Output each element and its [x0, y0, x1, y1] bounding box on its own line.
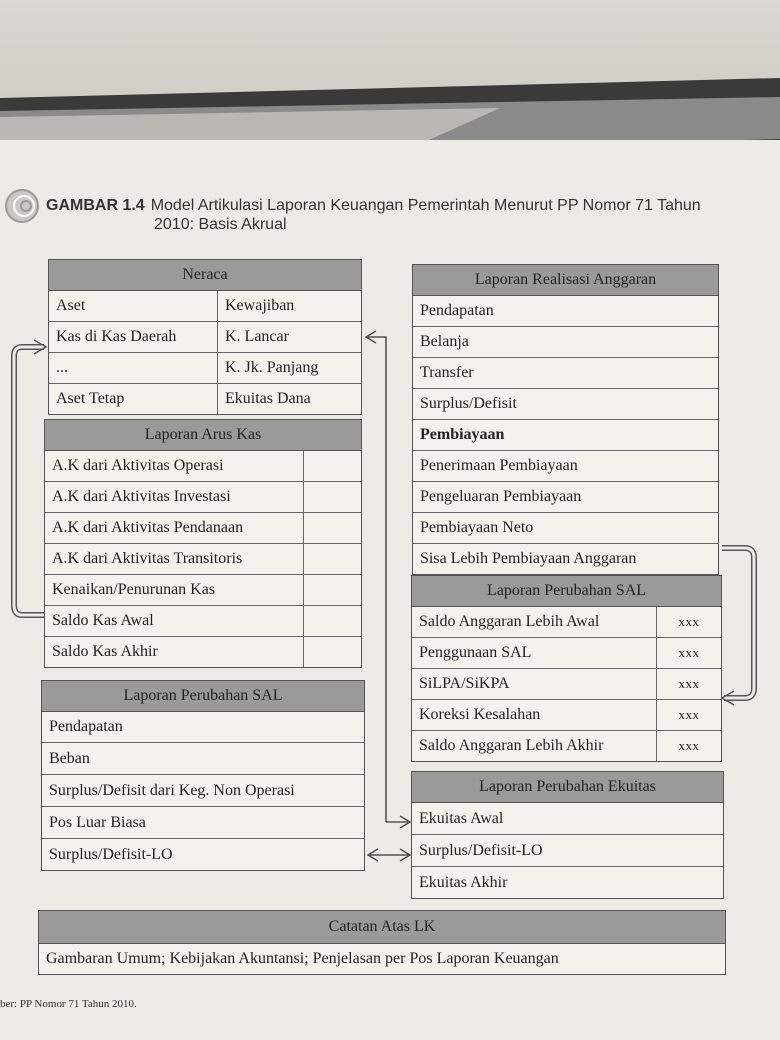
lo-label: Surplus/Defisit-LO: [49, 846, 173, 863]
neraca-cell: K. Jk. Panjang: [217, 353, 361, 383]
sal-title: Laporan Perubahan SAL: [412, 576, 721, 607]
arus-kas-label: Kenaikan/Penurunan Kas: [52, 581, 216, 598]
lra-label: Pendapatan: [420, 302, 494, 319]
figure-number: GAMBAR 1.4: [46, 197, 145, 214]
sal-label: Penggunaan SAL: [419, 644, 532, 661]
arus-kas-label: A.K dari Aktivitas Transitoris: [52, 550, 243, 567]
calk-title: Catatan Atas LK: [39, 911, 725, 944]
ekuitas-label: Surplus/Defisit-LO: [419, 842, 543, 859]
figure-title-line1: Model Artikulasi Laporan Keuangan Pemerintah Menurut PP Nomor 71 Tahun: [150, 197, 701, 214]
lo-title: Laporan Perubahan SAL: [42, 681, 364, 712]
sal-value: xxx: [656, 607, 721, 637]
neraca-cell: Aset: [56, 297, 86, 314]
lra-label: Belanja: [420, 333, 469, 350]
arus-kas-title: Laporan Arus Kas: [45, 420, 361, 451]
lo-label: Beban: [49, 750, 90, 767]
neraca-cell: Kewajiban: [217, 291, 361, 321]
lra-to-sal-arrow: [722, 548, 754, 698]
lra-label: Pembiayaan Neto: [420, 519, 534, 536]
arus-kas-label: Saldo Kas Akhir: [52, 643, 158, 660]
sal-value: xxx: [656, 638, 721, 668]
lra-label: Pengeluaran Pembiayaan: [420, 488, 582, 505]
lra-title: Laporan Realisasi Anggaran: [413, 265, 718, 296]
neraca-cell: K. Lancar: [217, 322, 361, 352]
calk-body: Gambaran Umum; Kebijakan Akuntansi; Penjelasan per Pos Laporan Keuangan: [46, 950, 559, 967]
arus-kas-label: A.K dari Aktivitas Investasi: [52, 488, 231, 505]
sal-label: Koreksi Kesalahan: [419, 706, 541, 723]
neraca-title: Neraca: [49, 260, 361, 291]
ekuitas-label: Ekuitas Awal: [419, 810, 504, 827]
sal-value: xxx: [656, 669, 721, 699]
sal-value: xxx: [656, 700, 721, 730]
ekuitas-label: Ekuitas Akhir: [419, 874, 508, 891]
lra-label: Transfer: [420, 364, 474, 381]
figure-title-line2: 2010: Basis Akrual: [154, 216, 287, 233]
neraca-cell: Ekuitas Dana: [217, 384, 361, 414]
ekuitas-title: Laporan Perubahan Ekuitas: [412, 772, 723, 803]
sal-label: SiLPA/SiKPA: [419, 675, 510, 692]
source-note: ber: PP Nomor 71 Tahun 2010.: [0, 998, 137, 1010]
lra-label: Pembiayaan: [420, 426, 505, 443]
sal-label: Saldo Anggaran Lebih Awal: [419, 613, 600, 630]
arus-kas-label: A.K dari Aktivitas Pendanaan: [52, 519, 244, 536]
lo-label: Pos Luar Biasa: [49, 814, 146, 831]
sal-label: Saldo Anggaran Lebih Akhir: [419, 737, 604, 754]
neraca-cell: Kas di Kas Daerah: [56, 328, 177, 345]
sal-value: xxx: [656, 731, 721, 761]
lo-label: Surplus/Defisit dari Keg. Non Operasi: [49, 782, 295, 799]
ekuitas-to-neraca-arrow: [368, 337, 386, 822]
kas-to-neraca-arrow: [14, 347, 44, 615]
lo-label: Pendapatan: [49, 718, 123, 735]
lra-label: Surplus/Defisit: [420, 395, 517, 412]
lra-label: Sisa Lebih Pembiayaan Anggaran: [420, 550, 637, 567]
arus-kas-label: Saldo Kas Awal: [52, 612, 154, 629]
neraca-cell: Aset Tetap: [56, 390, 125, 407]
lra-label: Penerimaan Pembiayaan: [420, 457, 578, 474]
neraca-cell: ...: [56, 359, 68, 376]
arus-kas-label: A.K dari Aktivitas Operasi: [52, 457, 224, 474]
